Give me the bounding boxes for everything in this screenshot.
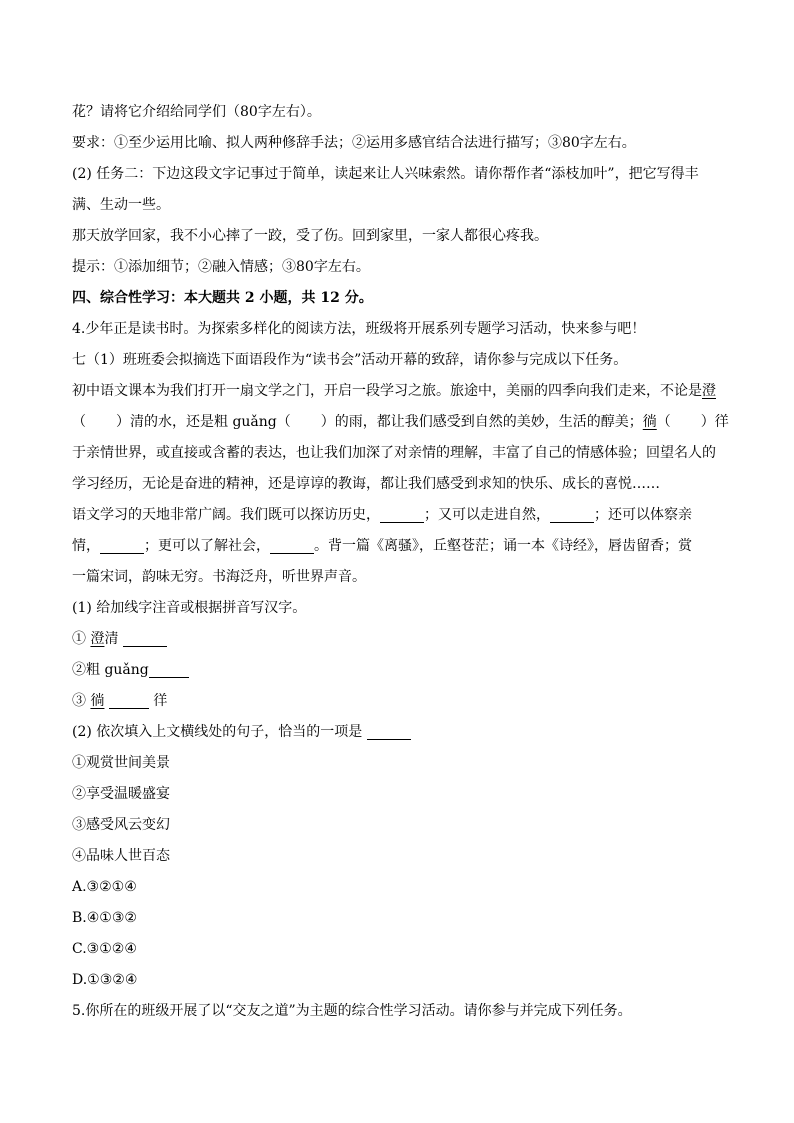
underlined-char: 澄 xyxy=(702,383,716,399)
sentence-option-4: ④品味人世百态 xyxy=(72,848,170,864)
sentence-option-3: ③感受风云变幻 xyxy=(72,817,170,833)
sentence-option-1: ①观赏世间美景 xyxy=(72,755,170,771)
passage-line-6: 情， ；更可以了解社会， 。背一篇《离骚》，丘壑苍茫；诵一本《诗经》，唇齿留香；赏 xyxy=(72,531,720,562)
task2-prompt-line1: (2) 任务二：下边这段文字记事过于简单，读起来让人兴味索然。请你帮作者“添枝加叶”，把它写得丰 xyxy=(72,166,699,182)
task2-source-text: 那天放学回家，我不小心摔了一跤，受了伤。回到家里，一家人都很心疼我。 xyxy=(72,228,548,244)
question5-intro: 5.你所在的班级开展了以“交友之道”为主题的综合性学习活动。请你参与并完成下列任务。 xyxy=(72,1003,632,1019)
task2-tips: 提示：①添加细节；②融入情感；③80字左右。 xyxy=(72,259,370,275)
answer-blank[interactable] xyxy=(100,535,144,554)
passage-line-4: 学习经历，无论是奋进的精神，还是谆谆的教诲，都让我们感受到求知的快乐、成长的喜悦…… xyxy=(72,476,660,492)
task2-prompt-line2: 满、生动一些。 xyxy=(72,197,170,213)
section4-heading: 四、综合性学习：本大题共 2 小题，共 12 分。 xyxy=(72,290,373,306)
subquestion1-item-3: ③ 徜 徉 xyxy=(72,686,720,717)
passage-line-1: 初中语文课本为我们打开一扇文学之门，开启一段学习之旅。旅途中，美丽的四季向我们走来，不论是澄 xyxy=(72,383,716,399)
passage-line-3: 于亲情世界，或直接或含蓄的表达，也让我们加深了对亲情的理解，丰富了自己的情感体验；回望名人的 xyxy=(72,445,716,461)
question4-subintro: 七（1）班班委会拟摘选下面语段作为“读书会”活动开幕的致辞，请你参与完成以下任务。 xyxy=(72,352,628,368)
task1-prompt-end: 花？请将它介绍给同学们（80字左右）。 xyxy=(72,104,321,120)
choice-b[interactable]: B.④①③② xyxy=(72,910,137,926)
passage-line-7: 一篇宋词，韵味无穷。书海泛舟，听世界声音。 xyxy=(72,569,366,585)
choice-c[interactable]: C.③①②④ xyxy=(72,941,137,957)
answer-blank[interactable] xyxy=(367,721,411,740)
answer-blank[interactable] xyxy=(550,504,594,523)
answer-blank[interactable] xyxy=(149,659,189,678)
choice-d[interactable]: D.①③②④ xyxy=(72,972,138,988)
question4-intro: 4.少年正是读书时。为探索多样化的阅读方法，班级将开展系列专题学习活动，快来参与吧！ xyxy=(72,321,646,337)
task1-requirements: 要求：①至少运用比喻、拟人两种修辞手法；②运用多感官结合法进行描写；③80字左右。 xyxy=(72,135,636,151)
passage-line-2: （ ）清的水，还是粗 guǎng（ ）的雨，都让我们感受到自然的美妙，生活的醇美；徜（ ）徉 xyxy=(72,414,729,430)
answer-blank[interactable] xyxy=(380,504,424,523)
sentence-option-2: ②享受温暖盛宴 xyxy=(72,786,170,802)
underlined-char: 徜 xyxy=(642,414,657,430)
subquestion1-item-2: ②粗 guǎng xyxy=(72,655,720,686)
choice-a[interactable]: A.③②①④ xyxy=(72,879,137,895)
reading-passage xyxy=(72,376,729,593)
passage-line-5: 语文学习的天地非常广阔。我们既可以探访历史， ；又可以走进自然， ；还可以体察亲 xyxy=(72,500,720,531)
answer-blank[interactable] xyxy=(270,535,314,554)
subquestion2-stem: (2) 依次填入上文横线处的句子，恰当的一项是 xyxy=(72,717,720,748)
answer-blank[interactable] xyxy=(109,690,149,709)
subquestion1-item-1: ① 澄清 xyxy=(72,624,720,655)
subquestion1-stem: (1) 给加线字注音或根据拼音写汉字。 xyxy=(72,600,307,616)
page-content xyxy=(72,97,729,1027)
answer-blank[interactable] xyxy=(123,628,167,647)
